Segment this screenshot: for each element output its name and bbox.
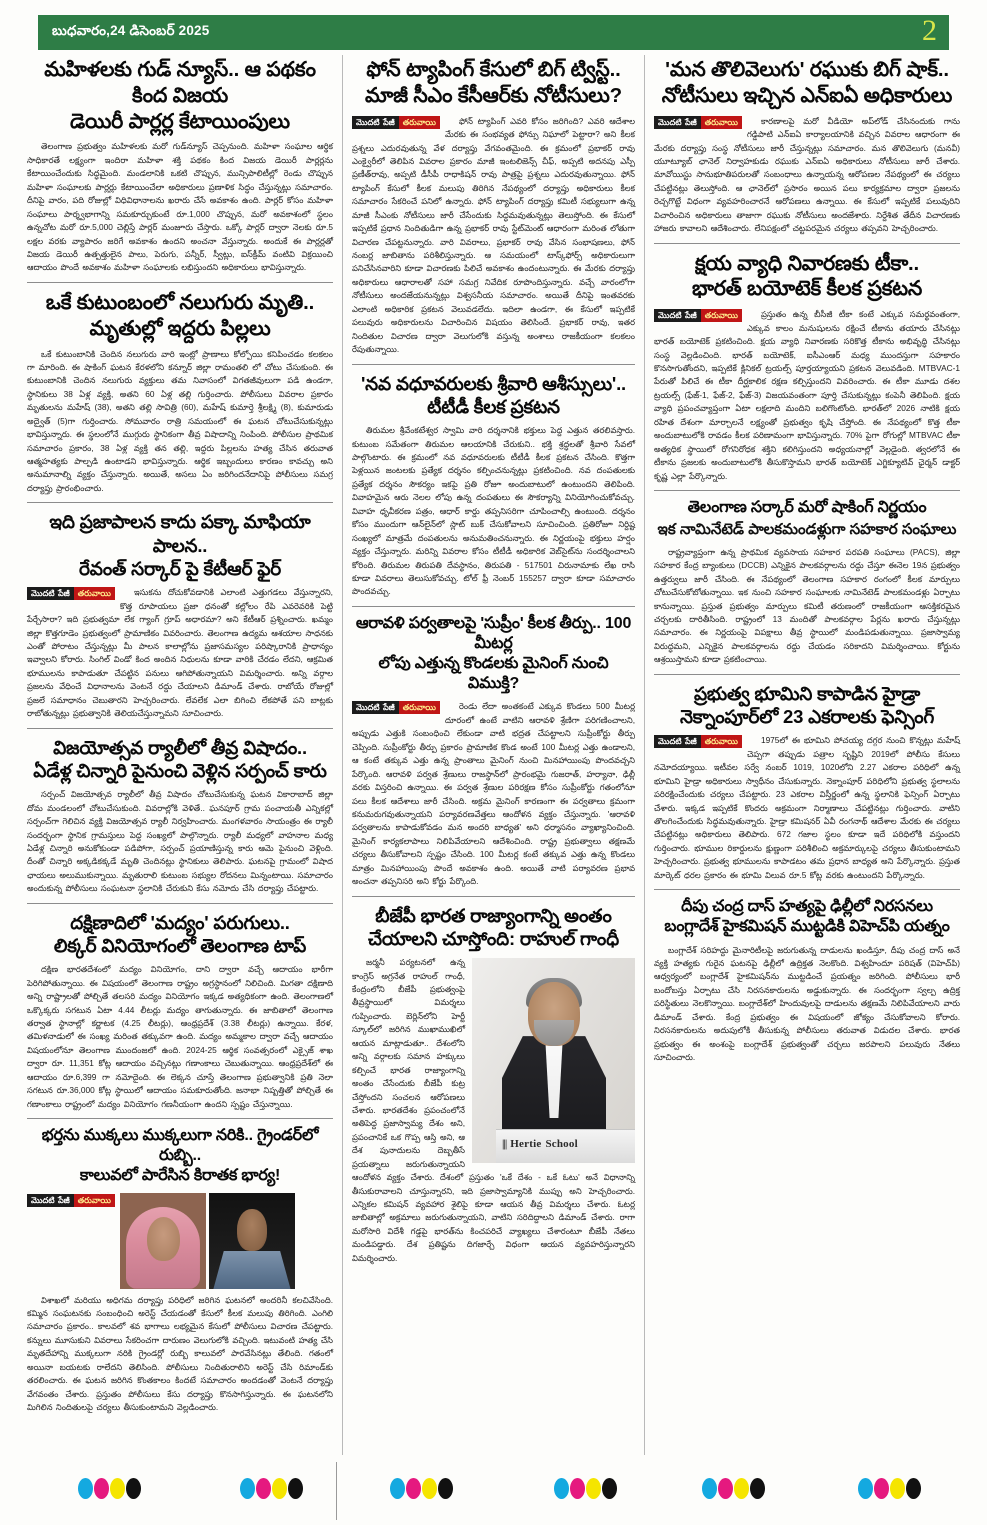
headline-line-1: 'నవ వధూవరులకు శ్రీవారి ఆశీస్సులు'.. xyxy=(360,372,626,394)
black-registration-dot xyxy=(438,1478,453,1499)
cyan-registration-dot xyxy=(78,1478,93,1499)
article-body xyxy=(27,963,333,1111)
headline xyxy=(654,897,960,937)
section-divider xyxy=(654,243,960,244)
black-registration-dot xyxy=(126,1478,141,1499)
article-aravali-supreme xyxy=(352,614,635,889)
headline-line-2: మాజీ సీఎం కేసీఆర్‌కు నోటీసులు? xyxy=(365,83,622,107)
logo-bars-icon: ||| xyxy=(502,1138,507,1151)
headline xyxy=(27,1126,333,1186)
headline-line-2: చేయాలని చూస్తోంది: రాహుల్ గాంధీ xyxy=(368,927,619,949)
body-paragraph: దక్షిణ భారతదేశంలో మద్యం వినియోగం, దాని ద్వారా వచ్చే ఆదాయం భారీగా పెరిగిపోతున్నాయి. ఈ విషయంలో తెలంగాణ రాష్ట్రం అగ్రస్థానంలో నిలిచింది. మిగతా దక్షిణాది అన్ని రాష్ట్రాలతో పోల్చితే తలసరి మద్యం వినియోగం ఇక్కడ అత్యధికంగా ఉంది. తెలంగాణలో ఒక్కొక్కరు సగటున ఏటా 4.44 లీటర్లు మద్యం తాగుతున్నారు. ఈ జాబితాలో తెలంగాణ తర్వాత స్థానాల్లో కర్ణాటక (4.25 లీటర్లు), ఆంధ్రప్రదేశ్ (3.38 లీటర్లు) ఉన్నాయి. కేరళ, తమిళనాడులో ఈ సంఖ్య మరింత తక్కువగా ఉంది. మద్యం అమ్మకాల ద్వారా వచ్చే ఆదాయం విషయంలోనూ తెలంగాణ ముందంజలో ఉంది. 2024-25 ఆర్థిక సంవత్సరంలో ఎక్సైజ్ శాఖ ద్వారా రూ. 11,351 కోట్ల ఆదాయం వచ్చినట్లు గణాంకాలు చెబుతున్నాయి. ఆంధ్రప్రదేశ్‌లో ఈ ఆదాయం రూ.6,399 గా నమోదైంది. ఈ లెక్కన చూస్తే తెలంగాణ ప్రభుత్వానికి ప్రతి నెలా సగటున రూ.36,000 కోట్ల స్థాయిలో ఆదాయం సమకూరుతోంది. జనాభా నిష్పత్తితో పోల్చితే ఈ గణాంకాలు రాష్ట్రంలో మద్యం వినియోగం గణనీయంగా ఉందని స్పష్టం చేస్తున్నాయి. xyxy=(27,964,333,1109)
headline xyxy=(352,372,635,419)
section-divider xyxy=(27,282,333,283)
accused-woman-photo xyxy=(120,1193,206,1289)
body-paragraph: ఒకే కుటుంబానికి చెందిన నలుగురు వారి ఇంట్లో ప్రాణాలు కోల్పోయి కనిపించడం కలకలం గా మారింది. ఈ షాకింగ్ ఘటన కేరళలోని కన్నూర్ జిల్లా రామంతలి లో చోటు చేసుకుంది. ఈ కుటుంబానికి చెందిన నలుగురు వ్యక్తులు తమ నివాసంలో విగతజీవులుగా పడి ఉండగా, స్థానికులు 38 ఏళ్ల వ్యక్తి, అతని 60 ఏళ్ల తల్లి గుర్తించారు. పోలీసులు వివరాల ప్రకారం మృతులను మహేష్ (38), అతని తల్లి సావిత్రి (60), మహేష్ కుమార్తె శ్రీలక్ష్మి (8), కుమారుడు అద్వైత్ (5)గా గుర్తించారు. సోమవారం రాత్రి సమయంలో ఈ ఘటన చోటుచేసుకున్నట్లు భావిస్తున్నారు. ఈ స్థలంలోనే ముగ్గురు స్థానికంగా తీవ్ర విషాదాన్ని నింపింది. పోలీసుల ప్రాథమిక సమాచారం ప్రకారం, 38 ఏళ్ల వ్యక్తి తన తల్లి, ఇద్దరు పిల్లలను హత్య చేసిన తరువాత ఆత్మహత్యకు పాల్పడి ఉంటాడని భావిస్తున్నారు. ఆర్థిక ఇబ్బందులు కారణం కావచ్చు అని అనుమానాల్ని వ్యక్తం చేస్తున్నారు. అయితే, అసలు ఏం జరిగిందనేదానిపై పోలీసులు సమగ్ర దర్యాప్తు ప్రారంభించారు. xyxy=(27,348,333,493)
article-deepu-chandra-das xyxy=(654,897,960,1064)
black-registration-dot xyxy=(288,1478,303,1499)
article-body xyxy=(27,140,333,274)
article-body xyxy=(654,734,960,882)
registration-mark-set xyxy=(240,1478,303,1499)
page-number: 2 xyxy=(922,13,937,47)
column-3 xyxy=(645,55,969,1455)
body-paragraph: రెండు లేదా అంతకంటే ఎక్కువ కొండలు 500 మీటర్ల దూరంలో ఉంటే వాటిని ఆరావళి శ్రేణిగా పరిగణించాలని, అప్పుడు ఎత్తుకి సంబంధించి లేకుండా వాటి భద్రత చేపట్టాలని సుప్రీంకోర్టు తీర్పు చెప్పింది. సుప్రీంకోర్టు తీర్పు ప్రకారం ప్రామాణిక కొండ అంటే 100 మీటర్ల ఎత్తు ఉండాలని, ఆ కంటే తక్కువ ఎత్తు ఉన్న ప్రాంతాలు మైనింగ్ నుంచి మినహాయింపు పొందవచ్చని పేర్కొంది. ఆరావళి పర్వత శ్రేణులు రాజస్థాన్‌లో ప్రారంభమై గుజరాత్, హర్యానా, ఢిల్లీ వరకు విస్తరించి ఉన్నాయి. ఈ పర్వత శ్రేణుల పరిరక్షణ కోసం సుప్రీంకోర్టు గతంలోనూ పలు కీలక ఆదేశాలు జారీ చేసింది. అక్రమ మైనింగ్ కారణంగా ఈ పర్వతాలు క్రమంగా కనుమరుగవుతున్నాయని పర్యావరణవేత్తలు ఆందోళన వ్యక్తం చేస్తున్నారు. 'ఆరావళి పర్వతాలను కాపాడుకోవడం మన అందరి బాధ్యత' అని ధర్మాసనం వ్యాఖ్యానించింది. మైనింగ్ కార్యకలాపాలు నిలిపివేయాలని ఆదేశించింది. రాష్ట్ర ప్రభుత్వాలు తక్షణమే చర్యలు తీసుకోవాలని స్పష్టం చేసింది. 100 మీటర్ల కంటే తక్కువ ఎత్తు ఉన్న కొండలు మాత్రం మినహాయింపు పొందే అవకాశం ఉంది. అయితే వాటి పర్యావరణ ప్రభావ అంచనా తప్పనిసరి అని కోర్టు పేర్కొంది. xyxy=(352,701,635,887)
badge-part-two: తరువాయి xyxy=(399,116,440,129)
magenta-registration-dot xyxy=(570,1478,585,1499)
headline-line-2: బంగ్లాదేశ్ హైకమిషన్ ముట్టడికి విహెచ్‌పి యత్నం xyxy=(664,918,950,936)
color-registration-bar xyxy=(0,1478,987,1506)
article-liquor-telangana-top xyxy=(27,911,333,1111)
headline-line-1: ఆరావళి పర్వతాలపై 'సుప్రీం' కీలక తీర్పు.. 100 మీటర్ల xyxy=(355,614,632,652)
article-family-four-deaths xyxy=(27,290,333,495)
article-vijayotsava-rally xyxy=(27,736,333,896)
magenta-registration-dot xyxy=(256,1478,271,1499)
continued-from-page-badge xyxy=(352,701,440,714)
column-1 xyxy=(18,55,342,1455)
body-paragraph: తిరుమల శ్రీవేంకటేశ్వర స్వామి వారి దర్శనానికి భక్తులు పెద్ద ఎత్తున తరలివస్తారు. కుటుంబ సమేతంగా తిరుమల ఆలయానికి చేరుకుని.. భక్తి శ్రద్ధలతో శ్రీవారి సేవలో పాల్గొంటారు. ఈ క్రమంలో నవ వధూవరులకు టీటీడీ కీలక ప్రకటన చేసింది. కొత్తగా పెళ్లయిన జంటలకు ప్రత్యేక దర్శనం కల్పించనున్నట్లు ప్రకటించింది. నవ దంపతులకు ప్రత్యేక దర్శనం సౌకర్యం ఇకపై ప్రతి రోజూ అందుబాటులో ఉంటుందని తెలిపింది. వివాహమైన ఆరు నెలల లోపు ఉన్న దంపతులు ఈ సౌకర్యాన్ని వినియోగించుకోవచ్చు. వివాహ ధృవీకరణ పత్రం, ఆధార్ కార్డు తప్పనిసరిగా చూపించాల్సి ఉంటుంది. దర్శనం కోసం ముందుగా ఆన్‌లైన్‌లో స్లాట్ బుక్ చేసుకోవాలని సూచించింది. ప్రతిరోజూ నిర్దిష్ట సంఖ్యలో మాత్రమే దంపతులను అనుమతించనున్నారు. ఈ నిర్ణయంపై భక్తులు హర్షం వ్యక్తం చేస్తున్నారు. మరిన్ని వివరాల కోసం టీటీడీ అధికారిక వెబ్‌సైట్‌ను సందర్శించాలని కోరింది. తిరుమల తిరుపతి దేవస్థానం, తిరుపతి - 517501 చిరునామాకు లేఖ రాసి కూడా వివరాలు తెలుసుకోవచ్చు. టోల్ ఫ్రీ నెంబర్ 155257 ద్వారా కూడా సమాచారం పొందవచ్చు. xyxy=(352,425,635,597)
headline-line-2: రేవంత్ సర్కార్ పై కేటీఆర్ ఫైర్ xyxy=(78,557,282,579)
article-body xyxy=(27,788,333,896)
article-body xyxy=(352,956,635,1265)
article-manatolivelugu-raghu xyxy=(654,57,960,236)
headline-line-2: కాలువలో పారేసిన కిరాతక భార్య! xyxy=(79,1167,281,1185)
headline xyxy=(27,510,333,580)
photo-venue-logo xyxy=(502,1136,578,1154)
headline xyxy=(654,251,960,303)
body-paragraph: 1975లో ఈ భూమిని పోచయ్య దగ్గర నుంచి కొన్నట్లు మహేష్ చెప్పగా తప్పుడు పత్రాల సృష్టిని 2019లో పోలీసు కేసులు నమోదయ్యాయి. ఇటీవల సర్వే నంబర్ 1019, 1020లోని 2.27 ఎకరాల పరిధిలో ఉన్న భూమిని హైడ్రా అధికారులు స్వాధీనం చేసుకున్నారు. నెక్నాంపూర్ పరిధిలోని ప్రభుత్వ స్థలాలను పరిరక్షించేందుకు చర్యలు చేపట్టారు. 23 ఎకరాల విస్తీర్ణంలో ఉన్న స్థలానికి ఫెన్సింగ్ ఏర్పాటు చేశారు. ఇక్కడ ఇప్పటికే కొందరు అక్రమంగా నిర్మాణాలు చేపట్టినట్లు గుర్తించారు. వాటిని తొలగించేందుకు సిద్ధమవుతున్నారు. హైడ్రా కమిషనర్ ఏవీ రంగనాథ్ ఆదేశాల మేరకు ఈ చర్యలు చేపట్టినట్లు అధికారులు తెలిపారు. 672 గజాల స్థలం కూడా ఇదే పరిధిలోకి వస్తుందని గుర్తించారు. భూముల రికార్డులను క్షుణ్ణంగా పరిశీలించి అక్రమార్కులపై చర్యలు తీసుకుంటామని హెచ్చరించారు. ప్రభుత్వ భూములను కాపాడటం తమ ప్రధాన బాధ్యత అని పేర్కొన్నారు. ప్రస్తుత మార్కెట్ ధరల ప్రకారం ఈ భూమి విలువ రూ.5 కోట్ల వరకు ఉంటుందని పేర్కొన్నారు. xyxy=(654,735,960,880)
headline-line-1: మహిళలకు గుడ్ న్యూస్.. ఆ పథకం కింద విజయ xyxy=(44,58,316,107)
masthead-bar xyxy=(38,15,949,50)
section-divider xyxy=(27,502,333,503)
headline xyxy=(654,57,960,109)
badge-part-one: మొదటి పేజీ xyxy=(27,587,74,600)
headline-line-1: దక్షిణాదిలో 'మద్యం' పరుగులు.. xyxy=(70,911,290,933)
headline-line-1: 'మన తొలివెలుగు' రఘుకు బిగ్ షాక్.. xyxy=(665,58,949,81)
body-paragraph: జర్మనీ పర్యటనలో ఉన్న కాంగ్రెస్ అగ్రనేత రాహుల్ గాంధీ, కేంద్రంలోని బీజేపీ ప్రభుత్వంపై తీవ్రస్థాయిలో విమర్శలు గుప్పించారు. బెర్లిన్‌లోని హెర్టీ స్కూల్‌లో జరిగిన ముఖాముఖిలో ఆయన మాట్లాడుతూ.. దేశంలోని అన్ని వర్గాలకు సమాన హక్కులు కల్పించే భారత రాజ్యాంగాన్ని అంతం చేసేందుకు బీజేపీ కుట్ర చేస్తోందని సంచలన ఆరోపణలు చేశారు. భారతదేశం ప్రపంచంలోనే అతిపెద్ద ప్రజాస్వామ్య దేశం అని, ప్రపంచానికే ఒక గొప్ప ఆస్తి అని, ఆ దేశ పునాదులను దెబ్బతీసే ప్రయత్నాలు జరుగుతున్నాయని ఆందోళన వ్యక్తం చేశారు. దేశంలో ప్రస్తుతం 'ఒకే దేశం - ఒకే ఓటు' అనే విధానాన్ని తీసుకురావాలని చూస్తున్నారని, ఇది ప్రజాస్వామ్యానికి ముప్పు అని హెచ్చరించారు. ఎన్నికల కమిషన్ వ్యవహార శైలిపై కూడా ఆయన తీవ్ర విమర్శలు చేశారు. ఓటర్ల జాబితాల్లో అక్రమాలు జరుగుతున్నాయని, వాటిని సరిదిద్దాలని డిమాండ్ చేశారు. రాగా మరోసారి విదేశీ గడ్డపై భారత్‌ను కించపరిచే వ్యాఖ్యలు చేశారంటూ బీజేపీ నేతలు మండిపడ్డారు. దేశ ప్రతిష్టను దిగజార్చే విధంగా ఆయన వ్యవహరిస్తున్నారని విమర్శించారు. xyxy=(352,957,635,1263)
headline-line-2: భారత్ బయోటెక్ కీలక ప్రకటన xyxy=(691,277,923,301)
cyan-registration-dot xyxy=(390,1478,405,1499)
body-paragraph: కారణాలపై మరో వీడియో అప్‌లోడ్ చేసినందుకు గాను గడ్డిపాటి ఎన్‌ఐఏ కార్యాలయానికి వచ్చిన వివరాల ఆధారంగా ఈ మేరకు దర్యాప్తు సంస్థ నోటీసులు జారీ చేస్తున్నట్లు సమాచారం. మన తొలివెలుగు (మనవీ) యూట్యూబ్ ఛానెల్ నిర్వాహకుడు రఘుకు ఎన్‌ఐఏ అధికారులు నోటీసులు జారీ చేశారు. మావోయిస్టు సానుభూతిపరులతో సంబంధాలు ఉన్నాయన్న ఆరోపణల నేపథ్యంలో ఈ చర్యలు చేపట్టినట్లు తెలుస్తోంది. ఆ ఛానెల్‌లో ప్రసారం అయిన పలు కార్యక్రమాల ద్వారా ప్రజలను రెచ్చగొట్టే విధంగా వ్యవహరించారనే ఆరోపణలు ఉన్నాయి. ఈ కేసులో ఇప్పటికే పలువురిని విచారించిన అధికారులు తాజాగా రఘుకు నోటీసులు అందజేశారు. నిర్దేశిత తేదీన విచారణకు హాజరు కావాలని ఆదేశించారు. లేనిపక్షంలో చట్టపరమైన చర్యలు తప్పవని హెచ్చరించారు. xyxy=(654,115,960,234)
badge-part-one: మొదటి పేజీ xyxy=(654,116,701,129)
headline-line-1: బీజేపీ భారత రాజ్యాంగాన్ని అంతం xyxy=(375,904,612,926)
article-rahul-gandhi xyxy=(352,904,635,1266)
headline-line-1: తెలంగాణ సర్కార్ మరో షాకింగ్ నిర్ణయం xyxy=(687,498,927,516)
magenta-registration-dot xyxy=(406,1478,421,1499)
accused-photos xyxy=(120,1193,333,1289)
headline-line-1: దీపు చంద్ర దాస్ హత్యపై ఢిల్లీలో నిరసనలు xyxy=(681,898,933,916)
article-ktr-fire-revanth xyxy=(27,510,333,720)
registration-mark-set xyxy=(554,1478,617,1499)
badge-part-one: మొదటి పేజీ xyxy=(27,1194,74,1207)
article-tb-vaccine-bharat-biotech xyxy=(654,251,960,483)
article-ttd-blessings xyxy=(352,372,635,599)
continued-from-page-badge xyxy=(654,309,742,322)
yellow-registration-dot xyxy=(890,1478,905,1499)
registration-mark-set xyxy=(858,1478,921,1499)
headline-line-2: లిక్కర్ వినియోగంలో తెలంగాణ టాప్ xyxy=(53,934,307,956)
article-body xyxy=(352,115,635,357)
headline-line-2: డెయిరీ పార్లర్ల కేటాయింపులు xyxy=(70,109,290,133)
headline-line-1: విజయోత్సవ ర్యాలీలో తీవ్ర విషాదం.. xyxy=(53,736,307,758)
section-divider xyxy=(654,674,960,675)
black-registration-dot xyxy=(906,1478,921,1499)
headline xyxy=(27,736,333,783)
article-hydra-land xyxy=(654,682,960,882)
yellow-registration-dot xyxy=(110,1478,125,1499)
headline-line-2: ఏడేళ్ల చిన్నారి పైనుంచి వెళ్లిన సర్పంచ్ కారు xyxy=(33,759,327,781)
badge-part-one: మొదటి పేజీ xyxy=(352,701,399,714)
section-divider xyxy=(654,490,960,491)
yellow-registration-dot xyxy=(586,1478,601,1499)
body-paragraph: ఇసుకను దోచుకోవడానికి ఎలాంటి ఎత్తుగడలు వేస్తున్నారని, కొత్త రూపాయలు ప్రజా ధనంతో కల్లోలం రేపి ఎవరెవరికి పెట్టి పేర్చేసారా? ఇది ప్రభుత్వమా లేక గ్యాంగ్ గ్రూప్ అధారమా? అని కేటీఆర్ ప్రశ్నించారు. ఖమ్మం జిల్లా కొత్తగూడెం ప్రభుత్వంలో ప్రామాణికం వివరించారు. తెలంగాణ ఉద్యమ ఆశయాల సాధనకు ఎంతో పోరాటం చేస్తున్నట్లు మీ పాలన కాలాల్లోను ప్రజాసమస్యల పరిష్కారానికి ప్రాధాన్యం ఇవ్వాలని కోరారు. సింగిల్ విండో కింద అందిన నిధులను కూడా వారికి చేరడం లేదని, ఆక్రమిత భూములను కాపాడుతూ చేపట్టిన పనులు ఆగిపోతున్నాయని విమర్శించారు. అన్ని వర్గాల ప్రజలను వేధించే విధానాలను వెంటనే రద్దు చేయాలని డిమాండ్ చేశారు. రాబోయే రోజుల్లో ప్రజలే సమాధానం చెబుతారని హెచ్చరించారు. లేవలేక ఎలా బిగించి లేకపోతే పని బాట్లకు రాబోతున్నట్లు ప్రభుత్వానికి తెలియచేస్తున్నామని సూచించారు. xyxy=(27,587,333,719)
registration-mark-set xyxy=(78,1478,141,1499)
article-body xyxy=(654,115,960,236)
body-paragraph: ప్రస్తుతం ఉన్న బీసీజీ టీకా కంటే ఎక్కువ సమర్థవంతంగా, ఎక్కువ కాలం మనుషులను రక్షించే టీకాను తయారు చేసినట్లు భారత్ బయోటెక్ ప్రకటించింది. క్షయ వ్యాధి నివారణకు సరికొత్త టీకాను అభివృద్ధి చేసినట్లు సంస్థ వెల్లడించింది. భారత్ బయోటెక్, ఐసీఎంఆర్ మధ్య ముందస్తుగా సహకారం కొనసాగుతోందని, ఇప్పటికే క్లినికల్ ట్రయల్స్ పూర్తయ్యాయని ప్రకటన వెలువడింది. MTBVAC-1 పేరుతో పిలిచే ఈ టీకా దీర్ఘకాలిక రక్షణ కల్పిస్తుందని వివరించారు. ఈ టీకా మూడు దశల ట్రయల్స్ (ఫేజ్-1, ఫేజ్-2, ఫేజ్-3) విజయవంతంగా పూర్తి చేసుకున్నట్లు కంపెనీ తెలిపింది. క్షయ వ్యాధి ప్రపంచవ్యాప్తంగా ఏటా లక్షలాది మందిని బలిగొంటోంది. భారత్‌లో 2026 నాటికి క్షయ రహిత దేశంగా మార్చాలనే లక్ష్యంతో ప్రభుత్వం కృషి చేస్తోంది. ఈ నేపథ్యంలో కొత్త టీకా అందుబాటులోకి రావడం కీలక పరిణామంగా భావిస్తున్నారు. 70% పైగా రోగుల్లో MTBVAC టీకా అత్యధిక స్థాయిలో రోగనిరోధక శక్తిని కలిగిస్తుందని అధ్యయనాల్లో వెల్లడైంది. త్వరలోనే ఈ టీకాను ప్రజలకు అందుబాటులోకి తీసుకొస్తామని భారత్ బయోటెక్ ఎగ్జిక్యూటివ్ ఛైర్మన్ డాక్టర్ కృష్ణ ఎల్లా పేర్కొన్నారు. xyxy=(654,309,960,481)
article-body xyxy=(654,944,960,1065)
article-phone-tapping xyxy=(352,57,635,357)
article-body xyxy=(352,700,635,888)
newspaper-page-body xyxy=(18,55,969,1455)
badge-part-two: తరువాయి xyxy=(74,1194,115,1207)
headline xyxy=(27,57,333,134)
section-divider xyxy=(352,896,635,897)
headline xyxy=(352,904,635,951)
cyan-registration-dot xyxy=(240,1478,255,1499)
badge-part-two: తరువాయి xyxy=(701,309,742,322)
headline xyxy=(27,911,333,958)
headline-line-2: నెక్నాంపూర్‌లో 23 ఎకరాలకు ఫెన్సింగ్ xyxy=(679,706,935,728)
headline xyxy=(654,682,960,729)
cyan-registration-dot xyxy=(702,1478,717,1499)
section-divider xyxy=(352,606,635,607)
article-body xyxy=(27,348,333,496)
body-paragraph: ఫోన్ ట్యాపింగ్ ఎవరి కోసం జరిగింది? ఎవరి ఆదేశాల మేరకు ఈ సంభవ్యత ఫోన్సు నిఘాలో పెట్టారా? అని కీలక ప్రశ్నలు ఎదురవుతున్న వేళ దర్యాప్తు వేగవంతమైంది. ఈ క్రమంలో ప్రభాకర్ రావు ఎంక్వైరీలో తెలిపిన వివరాల ప్రకారం మాజీ ఇంటలిజెన్స్ చీఫ్, అప్పటి అదనపు ఎస్పీ ప్రణీత్‌రావు, అప్పటి డీసీపీ రాధాకిషన్ రావు పాత్రపై ప్రశ్నలు ఎదురవుతున్నాయి. ఫోన్ ట్యాపింగ్ కేసులో కీలక మలుపు తిరిగిన నేపథ్యంలో దర్యాప్తు అధికారులు కీలక సమాచారం సేకరించే పనిలో ఉన్నారు. ఫోన్ ట్యాపింగ్ దర్యాప్తు కమిటీ సభ్యులుగా ఉన్న మాజీ సీఎంకు నోటీసులు జారీ చేసేందుకు సిద్ధమవుతున్నట్లు తెలుస్తోంది. ఈ కేసులో ఇప్పటికే ప్రధాన నిందితుడిగా ఉన్న ప్రభాకర్ రావు స్టేట్‌మెంట్ ఆధారంగా మరింత లోతుగా విచారణ చేపట్టనున్నారు. వారి వివరాలు, ప్రభాకర్ రావు వేసిన సంభాషణలు, ఫోన్ నంబర్ల జాబితాను పరిశీలిస్తున్నారు. ఆ సమయంలో టాస్క్‌ఫోర్స్ అధికారులుగా పనిచేసినవారిని కూడా విచారణకు పిలిచే అవకాశం ఉందంటున్నారు. ఈ మేరకు దర్యాప్తు అధికారులు ఆధారాలతో సహా సమగ్ర నివేదిక రూపొందిస్తున్నారు. వచ్చే వారంలోగా నోటీసులు అందజేయనున్నట్లు విశ్వసనీయ సమాచారం. అయితే దీనిపై ఇంతవరకు ఎలాంటి అధికారిక ప్రకటన వెలువడలేదు. ఇదిలా ఉండగా, ఈ కేసులో ఇప్పటికే పలువురు అధికారులను విచారించిన విషయం తెలిసిందే. ప్రభాకర్ రావు, ఇతర నిందితుల విచారణ ద్వారా వెలుగులోకి వస్తున్న అంశాలు రాజకీయంగా కలకలం రేపుతున్నాయి. xyxy=(352,115,635,355)
headline-line-1: భర్తను ముక్కలు ముక్కలుగా నరికి.. గ్రైండర్‌లో రుబ్బి.. xyxy=(41,1127,319,1165)
black-registration-dot xyxy=(602,1478,617,1499)
magenta-registration-dot xyxy=(94,1478,109,1499)
section-divider xyxy=(352,364,635,365)
headline-line-1: క్షయ వ్యాధి నివారణకు టీకా.. xyxy=(694,251,920,275)
article-wife-murder xyxy=(27,1126,333,1414)
cyan-registration-dot xyxy=(554,1478,569,1499)
venue-logo-text: Hertie School xyxy=(510,1138,578,1151)
article-body xyxy=(27,1193,333,1415)
article-body xyxy=(27,586,333,720)
headline xyxy=(654,498,960,518)
article-body xyxy=(352,424,635,599)
magenta-registration-dot xyxy=(874,1478,889,1499)
continued-from-page-badge xyxy=(654,116,742,129)
badge-part-two: తరువాయి xyxy=(701,735,742,748)
cyan-registration-dot xyxy=(858,1478,873,1499)
continued-from-page-badge xyxy=(352,116,440,129)
section-divider xyxy=(27,1118,333,1119)
body-paragraph: తెలంగాణ ప్రభుత్వం మహిళలకు మరో గుడ్‌న్యూస్ చెప్పనుంది. మహిళా సంఘాల ఆర్థిక సాధికారతే లక్ష్యంగా ఇందిరా మహిళా శక్తి పథకం కింద విజయ డెయిరీ పార్లర్లను కేటాయించేందుకు సిద్ధమైంది. మండలానికి ఒకటి చొప్పున, మున్సిపాలిటీల్లో రెండు చొప్పున మహిళా సంఘాలకు పార్లర్లు కేటాయించేలా అధికారులు ప్రణాళిక సిద్ధం చేస్తున్నట్లు సమాచారం. దీనిపై వారం, పది రోజుల్లో విధివిధానాలను ఖరారు చేసే అవకాశం ఉంది. పార్లర్ కోసం మహిళా సంఘాలు పార్శ్వభాగాన్ని సమకూర్చుకుంటే రూ.1,000 చొప్పున, మరో అవకాశంలో స్థలం ఉన్నచోట మరో రూ.5,000 చెల్లిస్తే పార్లర్ మంజూరు చేస్తారు. ఒక్కో పార్లర్ ద్వారా నెలకు రూ.5 లక్షల వరకు వ్యాపారం జరిగే అవకాశం ఉందని అంచనా వేస్తున్నారు. అందుకే ఈ పార్లర్లతో విజయ డెయిరీ ఉత్పత్తులైన పాలు, పెరుగు, పన్నీర్, స్వీట్లు, ఐస్‌క్రీమ్ వంటివి విక్రయించి ఆదాయం పొందే అవకాశం మహిళా సంఘాలకు లభిస్తుందని అధికారులు భావిస్తున్నారు. xyxy=(27,141,333,273)
headline-line-2: టీటీడీ కీలక ప్రకటన xyxy=(427,395,560,417)
badge-part-one: మొదటి పేజీ xyxy=(352,116,399,129)
registration-mark-set xyxy=(702,1478,765,1499)
headline xyxy=(27,290,333,342)
section-divider xyxy=(654,889,960,890)
headline-line-2: లోపు ఎత్తున్న కొండలకు మైనింగ్ నుంచి విముక్తి? xyxy=(378,655,609,693)
registration-mark-set xyxy=(390,1478,453,1499)
continued-from-page-badge xyxy=(27,1194,115,1207)
article-body xyxy=(654,546,960,667)
headline xyxy=(352,614,635,695)
headline-line-2: మృతుల్లో ఇద్దరు పిల్లలు xyxy=(89,316,271,340)
badge-part-two: తరువాయి xyxy=(74,587,115,600)
yellow-registration-dot xyxy=(272,1478,287,1499)
section-divider xyxy=(27,903,333,904)
rahul-gandhi-photo xyxy=(472,958,635,1163)
badge-part-one: మొదటి పేజీ xyxy=(654,309,701,322)
continued-from-page-badge xyxy=(654,735,742,748)
headline-line-1: ఇది ప్రజాపాలన కాదు పక్కా మాఫియా పాలన.. xyxy=(49,511,311,556)
body-paragraph: రాష్ట్రవ్యాప్తంగా ఉన్న ప్రాథమిక వ్యవసాయ సహకార పరపతి సంఘాలు (PACS), జిల్లా సహకార కేంద్ర బ్యాంకులు (DCCB) ఎన్నికైన పాలకవర్గాలను రద్దు చేస్తూ ఈనెల 19న ప్రభుత్వం ఉత్తర్వులు జారీ చేసింది. ఈ నేపథ్యంలో తెలంగాణ సహకార రంగంలో కీలక మార్పులు చోటుచేసుకోబోతున్నాయి. ఇక నుంచి సహకార సంఘాలకు నామినేటెడ్ పాలకమండళ్లు ఏర్పాటు కానున్నాయి. ప్రస్తుత ప్రభుత్వం మార్పులు కమిటీ తరుణంలో రాజకీయంగా ఆసక్తికరమైన చర్చలకు దారితీసింది. రాష్ట్రంలో 13 మందితో పాలకవర్గాల పేర్లను ఖరారు చేస్తున్నట్లు సమాచారం. ఈ నిర్ణయంపై విపక్షాలు తీవ్ర స్థాయిలో మండిపడుతున్నాయి. ప్రజాస్వామ్య విరుద్ధమని, ఎన్నికైన పాలకవర్గాలను రద్దు చేయడం సరికాదని విమర్శించాయి. కోర్టును ఆశ్రయిస్తామని కూడా ప్రకటించాయి. xyxy=(654,546,960,665)
headline-line-1: ఒకే కుటుంబంలో నలుగురు మృతి.. xyxy=(45,290,315,314)
column-2 xyxy=(342,55,645,1455)
headline xyxy=(352,57,635,109)
body-paragraph: విశాఖలో మరియు అధిగమ దర్యాప్తు పరిధిలో జరిగిన ఘటనలో అందరినీ కలచివేసింది. కమ్మిన సంఘటనకు సంబంధించి అరెస్ట్ చేయడంతో కేసులో కీలక మలుపు తిరిగింది. ఎంగిలి సమాచారం ప్రకారం.. కాలవలో శవ భాగాలు లభ్యమైన కేసులో పోలీసులు విచారణ చేపట్టారు. కన్నులు మూసుకుని వివరాలు సేకరించగా దారుణం వెలుగులోకి వచ్చింది. ఇటువంటి హత్య చేసి మృతదేహాన్ని ముక్కలుగా నరికి గ్రైండర్లో రుబ్బి కాలువలో పారవేసినట్లు తేలింది. గతంలో అయినా బయటకు రాలేదని తెలిసింది. పోలీసులు నిందితురాలిని అరెస్ట్ చేసి రిమాండ్‌కు తరలించారు. ఈ ఘటన జరిగిన కొంతకాలం కిందటే సమాచారం అందడంతో వెంటనే దర్యాప్తు వేగవంతం చేశారు. ప్రస్తుతం పోలీసులు కేసు దర్యాప్తు కొనసాగిస్తున్నారు. ఈ ఘటనలోని మిగిలిన నిందితులపై చర్యలు తీసుకుంటామని వెల్లడించారు. xyxy=(27,1294,333,1413)
headline-line-2: నోటీసులు ఇచ్చిన ఎన్ఐఏ అధికారులు xyxy=(661,83,953,107)
headline-line-1: ప్రభుత్వ భూమిని కాపాడిన హైడ్రా xyxy=(693,682,921,704)
yellow-registration-dot xyxy=(734,1478,749,1499)
headline-line-1: ఫోన్ ట్యాపింగ్ కేసులో బిగ్ ట్విస్ట్.. xyxy=(366,58,621,81)
body-paragraph: బంగ్లాదేశ్ సరిహద్దు మైనారిటీలపై జరుగుతున్న దాడులను ఖండిస్తూ, దీపు చంద్ర దాస్ అనే వ్యక్తి హత్యకు గురైన ఘటనపై ఢిల్లీలో ఉద్రిక్తత నెలకొంది. విశ్వహిందూ పరిషత్ (విహెచ్‌పి) ఆధ్వర్యంలో బంగ్లాదేశ్ హైకమిషన్‌ను ముట్టడించే ప్రయత్నం జరిగింది. పోలీసులు భారీ బందోబస్తు ఏర్పాటు చేసి నిరసనకారులను అడ్డుకున్నారు. ఈ సందర్భంగా స్వల్ప ఉద్రిక్త పరిస్థితులు నెలకొన్నాయి. బంగ్లాదేశ్‌లో హిందువులపై దాడులను తక్షణమే నిలిపివేయాలని వారు డిమాండ్ చేశారు. కేంద్ర ప్రభుత్వం ఈ విషయంలో జోక్యం చేసుకోవాలని కోరారు. నిరసనకారులను అదుపులోకి తీసుకున్న పోలీసులు తరువాత విడుదల చేశారు. భారత ప్రభుత్వం ఈ అంశంపై బంగ్లాదేశ్ ప్రభుత్వంతో చర్చలు జరపాలని పలువురు నేతలు సూచించారు. xyxy=(654,944,960,1062)
magenta-registration-dot xyxy=(718,1478,733,1499)
yellow-registration-dot xyxy=(422,1478,437,1499)
black-registration-dot xyxy=(750,1478,765,1499)
victim-man-photo xyxy=(209,1193,295,1289)
article-mahila-dairy xyxy=(27,57,333,275)
issue-date: బుధవారం,24 డిసెంబర్ 2025 xyxy=(52,23,210,38)
article-telangana-cooperative xyxy=(654,498,960,667)
badge-part-one: మొదటి పేజీ xyxy=(654,735,701,748)
section-divider xyxy=(27,728,333,729)
sub-headline: ఇక నామినేటెడ్ పాలకమండళ్లుగా సహకార సంఘాలు xyxy=(657,521,957,539)
article-body xyxy=(654,308,960,483)
continued-from-page-badge xyxy=(27,587,115,600)
badge-part-two: తరువాయి xyxy=(399,701,440,714)
body-paragraph: సర్పంచ్ విజయోత్సవ ర్యాలీలో తీవ్ర విషాదం చోటుచేసుకున్న ఘటన వికారాబాద్ జిల్లా దోమ మండలంలో చోటుచేసుకుంది. వివరాల్లోకి వెళితే.. ఘనపూర్ గ్రామ పంచాయతీ ఎన్నికల్లో సర్పంచ్‌గా గెలిచిన వ్యక్తి విజయోత్సవ ర్యాలీ నిర్వహించారు. మంగళవారం సాయంత్రం ఈ ర్యాలీ సందర్భంగా స్థానిక గ్రామస్తులు పెద్ద సంఖ్యలో పాల్గొన్నారు. ర్యాలీ మధ్యలో వాహనాల మధ్య ఏడేళ్ల చిన్నారి అనుకోకుండా పడిపోగా, సర్పంచ్ ప్రయాణిస్తున్న కారు ఆమె పైనుంచి వెళ్లింది. దీంతో చిన్నారి అక్కడికక్కడే మృతి చెందినట్లు స్థానికులు తెలిపారు. ఘటనపై గ్రామంలో విషాద ఛాయలు అలుముకున్నాయి. మృతురాలి కుటుంబ సభ్యుల రోదనలు మిన్నంటాయి. సమాచారం అందుకున్న పోలీసులు సంఘటనా స్థలానికి చేరుకుని కేసు నమోదు చేసి దర్యాప్తు చేపట్టారు. xyxy=(27,789,333,894)
badge-part-two: తరువాయి xyxy=(701,116,742,129)
